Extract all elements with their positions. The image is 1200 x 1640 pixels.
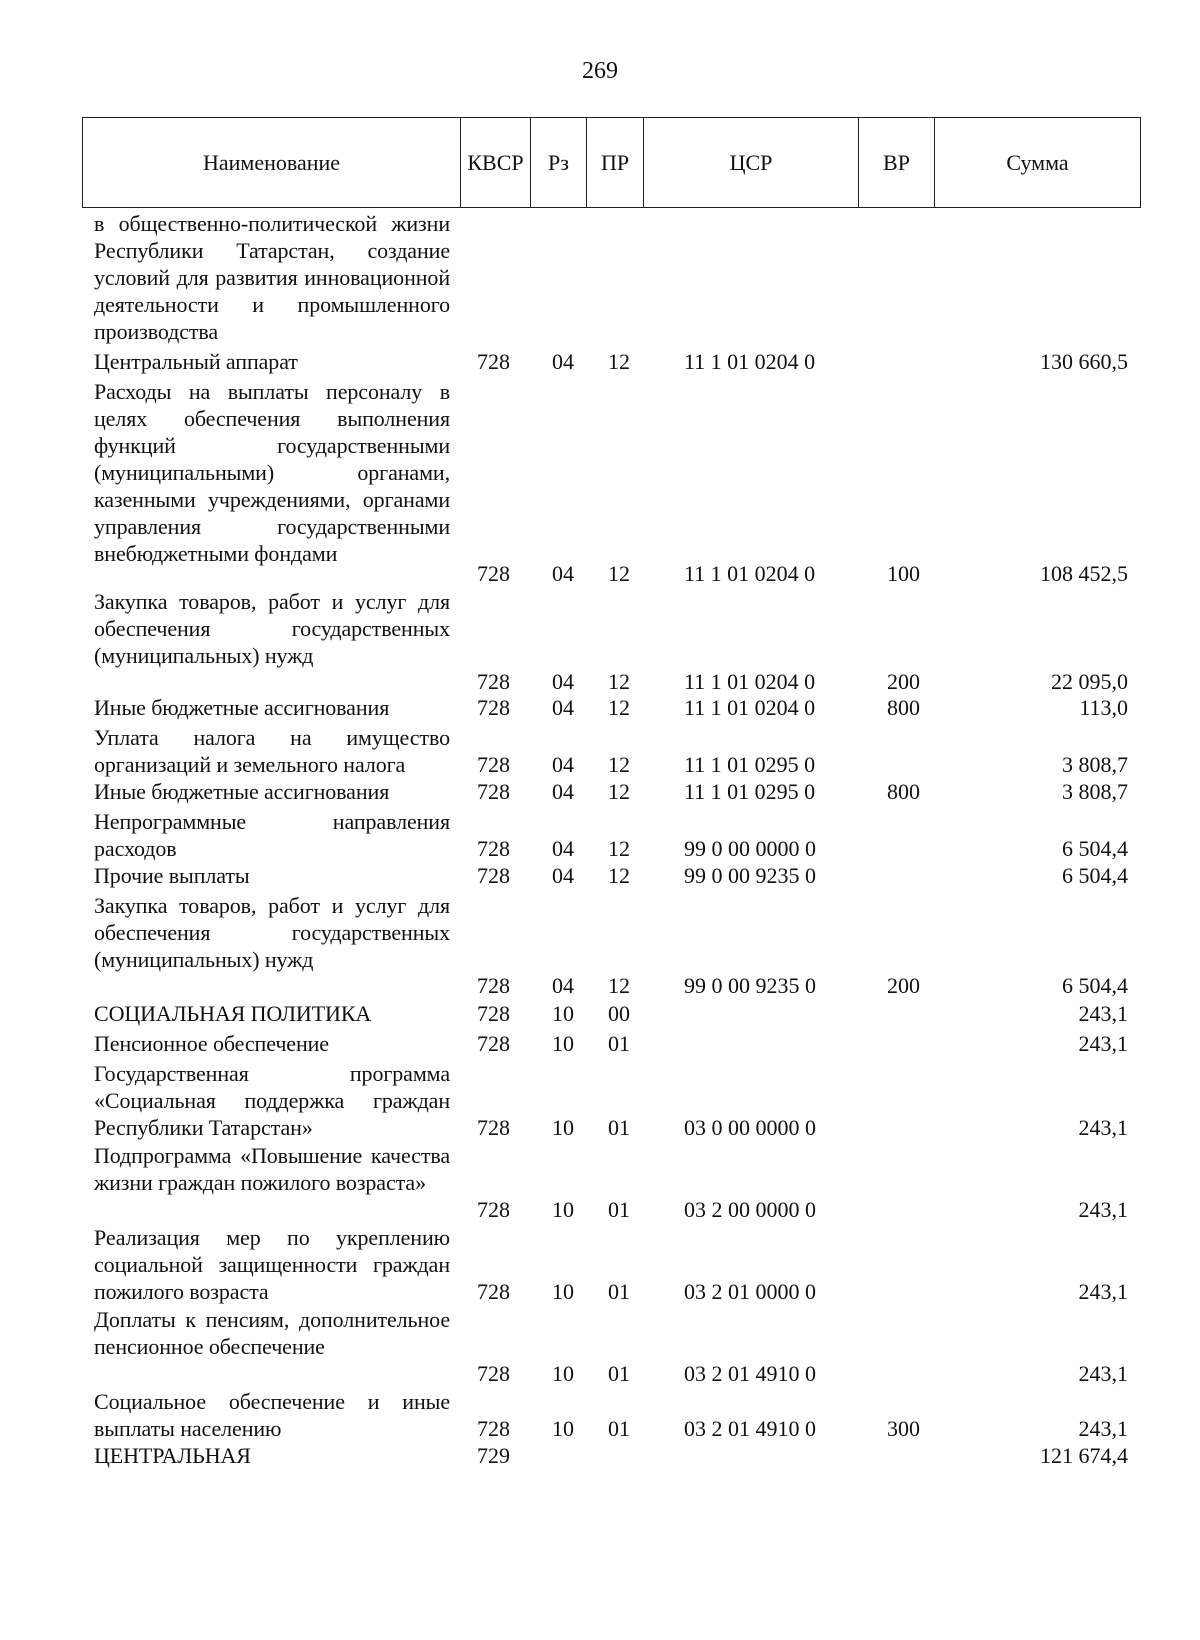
- row-rz: 04: [552, 752, 574, 777]
- row-rz: 10: [552, 1361, 574, 1386]
- row-pr: 12: [608, 973, 630, 998]
- row-pr: 01: [608, 1115, 630, 1140]
- row-sum: 22 095,0: [1051, 669, 1128, 694]
- row-name: Иные бюджетные ассигнования: [94, 695, 390, 720]
- row-name: Уплата налога на имущество организаций и земельного налога: [94, 725, 450, 777]
- row-name: Реализация мер по укреплению социальной защищенности граждан пожилого возраста: [94, 1225, 450, 1304]
- header-csr: ЦСР: [644, 118, 859, 208]
- row-pr: 12: [608, 349, 630, 374]
- row-sum: 6 504,4: [1062, 973, 1128, 998]
- row-rz: 10: [552, 1001, 574, 1026]
- row-pr: 01: [608, 1031, 630, 1056]
- row-sum: 113,0: [1079, 695, 1128, 720]
- table-row: [0, 724, 1200, 778]
- table-row: [0, 1442, 1200, 1469]
- row-sum: 243,1: [1078, 1031, 1128, 1056]
- row-sum: 243,1: [1078, 1279, 1128, 1304]
- row-pr: 01: [608, 1416, 630, 1441]
- row-sum: 3 808,7: [1062, 752, 1128, 777]
- row-name: Социальное обеспечение и иные выплаты населению: [94, 1389, 450, 1441]
- row-vr: 800: [887, 779, 920, 804]
- row-vr: 200: [887, 973, 920, 998]
- row-csr: 03 2 00 0000 0: [684, 1197, 816, 1222]
- row-pr: 12: [608, 669, 630, 694]
- row-name: СОЦИАЛЬНАЯ ПОЛИТИКА: [94, 1001, 372, 1026]
- row-sum: 243,1: [1078, 1115, 1128, 1140]
- row-kvsr: 728: [477, 779, 510, 804]
- row-pr: 01: [608, 1279, 630, 1304]
- row-pr: 01: [608, 1361, 630, 1386]
- page-number: 269: [582, 58, 618, 84]
- header-sum: Сумма: [935, 118, 1141, 208]
- row-csr: 99 0 00 9235 0: [684, 863, 816, 888]
- row-csr: 03 0 00 0000 0: [684, 1115, 816, 1140]
- row-kvsr: 728: [477, 863, 510, 888]
- row-sum: 108 452,5: [1040, 561, 1128, 586]
- row-csr: 11 1 01 0295 0: [684, 779, 816, 804]
- row-sum: 6 504,4: [1062, 863, 1128, 888]
- table-row: [0, 210, 1200, 344]
- row-csr: 03 2 01 4910 0: [684, 1361, 816, 1386]
- table-row: [0, 808, 1200, 862]
- row-kvsr: 728: [477, 1197, 510, 1222]
- row-name: Непрограммные направления расходов: [94, 809, 450, 861]
- header-name: Наименование: [83, 118, 461, 208]
- row-rz: 10: [552, 1115, 574, 1140]
- row-kvsr: 728: [477, 561, 510, 586]
- row-name: Центральный аппарат: [94, 349, 298, 374]
- row-name: Прочие выплаты: [94, 863, 250, 888]
- row-name: Доплаты к пенсиям, дополнительное пенсионное обеспечение: [94, 1307, 450, 1359]
- row-rz: 04: [552, 779, 574, 804]
- table-row: [0, 694, 1200, 721]
- row-csr: 99 0 00 0000 0: [684, 836, 816, 861]
- header-rz: Рз: [531, 118, 587, 208]
- table-header: [82, 117, 1141, 208]
- row-rz: 04: [552, 561, 574, 586]
- row-rz: 04: [552, 669, 574, 694]
- row-sum: 130 660,5: [1040, 349, 1128, 374]
- row-name: Государственная программа «Социальная поддержка граждан Республики Татарстан»: [94, 1061, 450, 1140]
- row-csr: 11 1 01 0204 0: [684, 695, 816, 720]
- row-rz: 10: [552, 1197, 574, 1222]
- table-row: [0, 1306, 1200, 1387]
- table-row: [0, 1000, 1200, 1027]
- table-row: [0, 588, 1200, 695]
- row-pr: 12: [608, 836, 630, 861]
- row-sum: 6 504,4: [1062, 836, 1128, 861]
- row-sum: 243,1: [1078, 1197, 1128, 1222]
- row-name: Закупка товаров, работ и услуг для обеспечения государственных (муниципальных) нужд: [94, 893, 450, 972]
- row-csr: 99 0 00 9235 0: [684, 973, 816, 998]
- row-rz: 04: [552, 836, 574, 861]
- row-kvsr: 728: [477, 1001, 510, 1026]
- table-row: [0, 892, 1200, 999]
- row-rz: 04: [552, 863, 574, 888]
- row-kvsr: 729: [477, 1443, 510, 1468]
- row-csr: 11 1 01 0204 0: [684, 349, 816, 374]
- row-name: Иные бюджетные ассигнования: [94, 779, 390, 804]
- row-sum: 243,1: [1078, 1361, 1128, 1386]
- row-csr: 11 1 01 0204 0: [684, 669, 816, 694]
- row-vr: 300: [887, 1416, 920, 1441]
- row-pr: 12: [608, 695, 630, 720]
- row-rz: 10: [552, 1416, 574, 1441]
- row-kvsr: 728: [477, 1416, 510, 1441]
- row-csr: 03 2 01 0000 0: [684, 1279, 816, 1304]
- table-row: [0, 1030, 1200, 1057]
- row-kvsr: 728: [477, 349, 510, 374]
- table-row: [0, 1388, 1200, 1442]
- row-name: Расходы на выплаты персоналу в целях обеспечения выполнения функций государственными (муниципальными) органами, казенными учреждениями, органами управления государственными внебюджетными фондами: [94, 379, 450, 566]
- row-kvsr: 728: [477, 1115, 510, 1140]
- table-row: [0, 862, 1200, 889]
- table-row: [0, 778, 1200, 805]
- row-vr: 200: [887, 669, 920, 694]
- row-name: ЦЕНТРАЛЬНАЯ: [94, 1443, 251, 1468]
- row-kvsr: 728: [477, 695, 510, 720]
- row-kvsr: 728: [477, 1361, 510, 1386]
- row-kvsr: 728: [477, 752, 510, 777]
- row-rz: 10: [552, 1031, 574, 1056]
- row-rz: 10: [552, 1279, 574, 1304]
- header-pr: ПР: [587, 118, 644, 208]
- row-kvsr: 728: [477, 1279, 510, 1304]
- row-pr: 00: [608, 1001, 630, 1026]
- row-pr: 12: [608, 561, 630, 586]
- row-rz: 04: [552, 349, 574, 374]
- row-pr: 12: [608, 779, 630, 804]
- table-row: [0, 378, 1200, 587]
- header-kvsr: КВСР: [461, 118, 531, 208]
- row-pr: 12: [608, 752, 630, 777]
- row-sum: 243,1: [1078, 1001, 1128, 1026]
- row-name: Пенсионное обеспечение: [94, 1031, 329, 1056]
- row-name: в общественно-политической жизни Республики Татарстан, создание условий для развития инновационной деятельности и промышленного производства: [94, 211, 450, 344]
- row-pr: 01: [608, 1197, 630, 1222]
- row-kvsr: 728: [477, 1031, 510, 1056]
- row-sum: 3 808,7: [1062, 779, 1128, 804]
- table-row: [0, 348, 1200, 375]
- row-csr: 11 1 01 0204 0: [684, 561, 816, 586]
- row-rz: 04: [552, 695, 574, 720]
- row-name: Подпрограмма «Повышение качества жизни граждан пожилого возраста»: [94, 1143, 450, 1195]
- row-vr: 100: [887, 561, 920, 586]
- row-kvsr: 728: [477, 973, 510, 998]
- row-rz: 04: [552, 973, 574, 998]
- row-vr: 800: [887, 695, 920, 720]
- table-row: [0, 1142, 1200, 1223]
- header-vr: ВР: [859, 118, 935, 208]
- table-row: [0, 1060, 1200, 1141]
- table-row: [0, 1224, 1200, 1305]
- row-sum: 243,1: [1078, 1416, 1128, 1441]
- row-kvsr: 728: [477, 836, 510, 861]
- row-sum: 121 674,4: [1040, 1443, 1128, 1468]
- row-pr: 12: [608, 863, 630, 888]
- row-kvsr: 728: [477, 669, 510, 694]
- row-csr: 03 2 01 4910 0: [684, 1416, 816, 1441]
- row-name: Закупка товаров, работ и услуг для обеспечения государственных (муниципальных) нужд: [94, 589, 450, 668]
- row-csr: 11 1 01 0295 0: [684, 752, 816, 777]
